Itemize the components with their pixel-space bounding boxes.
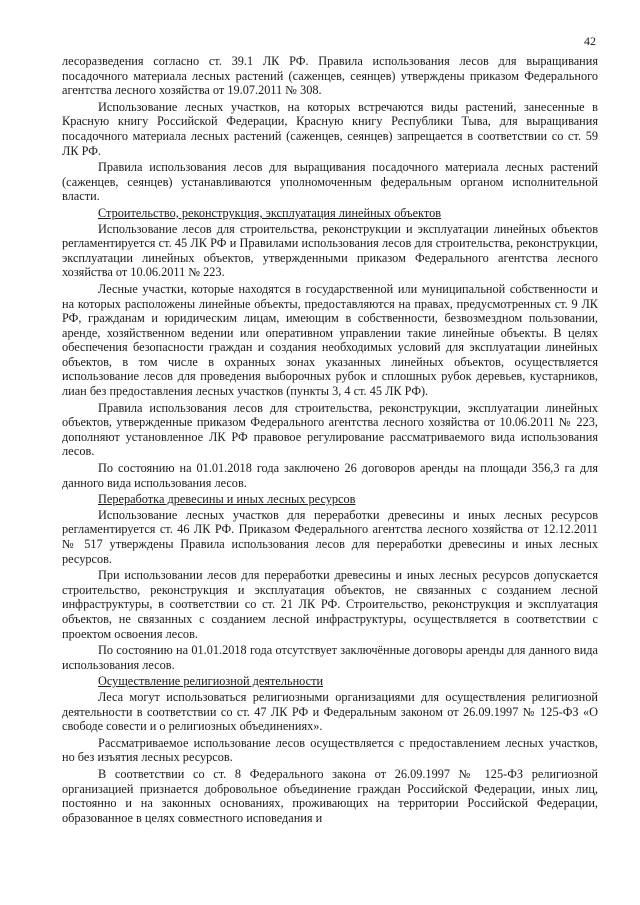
paragraph: Рассматриваемое использование лесов осуществляется с предоставлением лесных участков, но без изъятия лесных ресурсов.	[62, 735, 598, 765]
paragraph: При использовании лесов для переработки древесины и иных лесных ресурсов допускается строительство, реконструкция и эксплуатация объектов, не связанных с созданием лесной инфраструктуры, в соответствии со ст. 21 ЛК РФ. Строительство, реконструкция и эксплуатация объектов, не связанных с созданием лесной инфраструктуры, осуществляется в соответствии с проектом освоения лесов.	[62, 568, 598, 641]
paragraph: Лесные участки, которые находятся в государственной или муниципальной собственности и на которых расположены линейные объекты, предоставляются на правах, предусмотренных ст. 9 ЛК РФ, гражданам и юридическим лицам, имеющим в собственности, безвозмездном пользовании, аренде, хозяйственном ведении или оперативном управлении такие линейные объекты. В целях обеспечения безопасности граждан и создания необходимых условий для эксплуатации линейных объектов, в том числе в охранных зонах указанных линейных объектов, осуществляется использование лесов для проведения выборочных рубок и сплошных рубок деревьев, кустарников, лиан без предоставления лесных участков (пункты 3, 4 ст. 45 ЛК РФ).	[62, 281, 598, 399]
section-heading-religious-activity: Осуществление религиозной деятельности	[98, 674, 324, 689]
paragraph: По состоянию на 01.01.2018 года заключено 26 договоров аренды на площади 356,3 га для данного вида использования лесов.	[62, 461, 598, 490]
section-heading-wood-processing: Переработка древесины и иных лесных ресурсов	[98, 492, 356, 507]
paragraph: Использование лесных участков, на которых встречаются виды растений, занесенные в Красную книгу Российской Федерации, Красную книгу Республики Тыва, для выращивания посадочного материала лесных растений (саженцев, сеянцев) запрещается в соответствии со ст. 59 ЛК РФ.	[62, 99, 598, 158]
paragraph: Использование лесных участков для переработки древесины и иных лесных ресурсов регламентируется ст. 46 ЛК РФ. Приказом Федерального агентства лесного хозяйства от 12.12.2011 № 517 утверждены Правила использования лесов для переработки древесины и иных лесных ресурсов.	[62, 507, 598, 566]
section-heading-linear-objects: Строительство, реконструкция, эксплуатация линейных объектов	[98, 205, 442, 220]
paragraph: Правила использования лесов для выращивания посадочного материала лесных растений (саженцев, сеянцев) устанавливаются уполномоченным федеральным органом исполнительной власти.	[62, 160, 598, 204]
paragraph: Леса могут использоваться религиозными организациями для осуществления религиозной деятельности в соответствии со ст. 47 ЛК РФ и Федеральным законом от 26.09.1997 № 125-ФЗ «О свободе совести и о религиозных объединениях».	[62, 689, 598, 734]
paragraph: лесоразведения согласно ст. 39.1 ЛК РФ. Правила использования лесов для выращивания посадочного материала лесных растений (саженцев, сеянцев) утверждены приказом Федерального агентства лесного хозяйства от 19.07.2011 № 308.	[62, 54, 598, 98]
page-number: 42	[584, 34, 596, 48]
paragraph: Использование лесов для строительства, реконструкции и эксплуатации линейных объектов регламентируется ст. 45 ЛК РФ и Правилами использования лесов для строительства, реконструкции, эксплуатации линейных объектов, утвержденными приказом Федерального агентства лесного хозяйства от 10.06.2011 № 223.	[62, 221, 598, 280]
paragraph: По состоянию на 01.01.2018 года отсутствует заключённые договоры аренды для данного вида использования лесов.	[62, 643, 598, 672]
paragraph: В соответствии со ст. 8 Федерального закона от 26.09.1997 № 125-ФЗ религиозной организацией признается добровольное объединение граждан Российской Федерации, иных лиц, постоянно и на законных основаниях, проживающих на территории Российской Федерации, образованное в целях совместного исповедания и	[62, 766, 598, 825]
paragraph: Правила использования лесов для строительства, реконструкции, эксплуатации линейных объектов, утвержденные приказом Федерального агентства лесного хозяйства от 10.06.2011 № 223, дополняют установленное ЛК РФ правовое регулирование рассматриваемого вида использования лесов.	[62, 400, 598, 459]
